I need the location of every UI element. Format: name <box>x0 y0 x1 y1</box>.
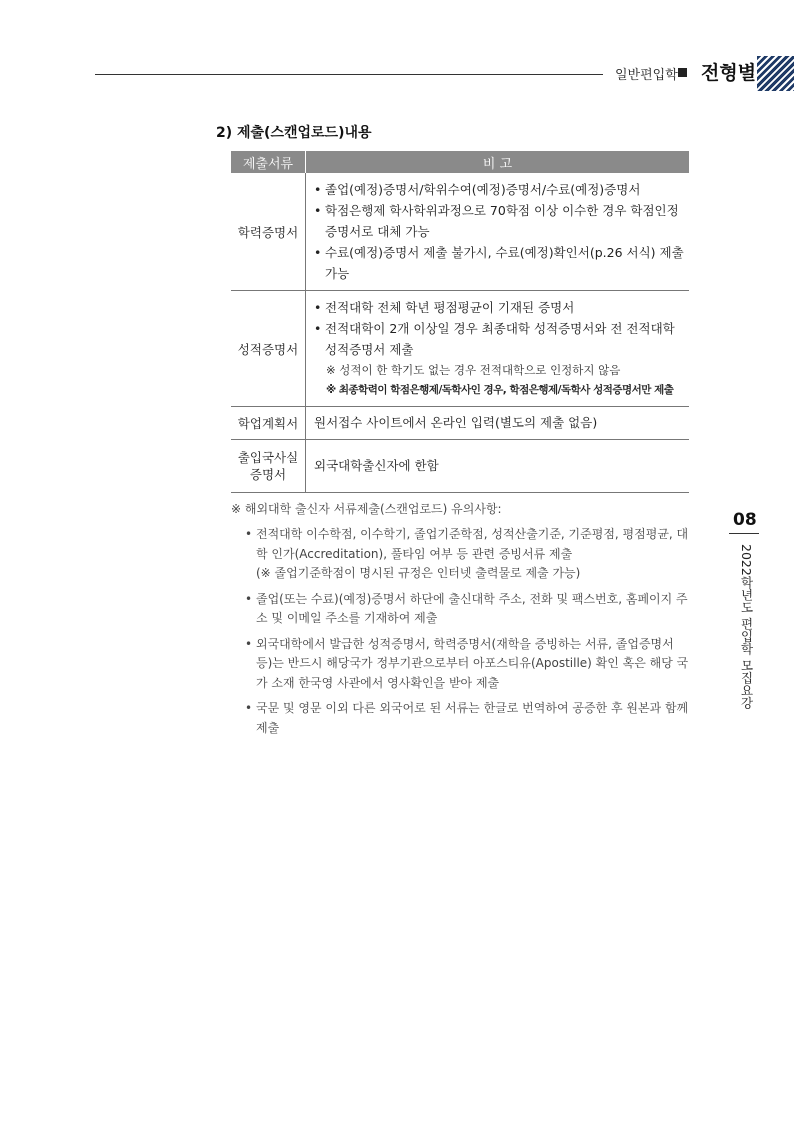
remarks-cell <box>306 173 690 291</box>
doc-name-cell: 성적증명서 <box>231 291 306 407</box>
overseas-notice <box>231 499 691 738</box>
bullet-icon: • <box>314 203 322 218</box>
bullet-icon: • <box>245 527 253 541</box>
table-row <box>231 173 689 291</box>
list-item: • 졸업(또는 수료)(예정)증명서 하단에 출신대학 주소, 전화 및 팩스번호, 홈페이지 주소 및 이메일 주소를 기재하여 제출 <box>245 591 688 625</box>
list-item: • 국문 및 영문 이외 다른 외국어로 된 서류는 한글로 번역하여 공증한 후 원본과 함께 제출 <box>245 701 689 735</box>
section-title: 2) 제출(스캔업로드)내용 <box>216 125 372 141</box>
doc-name-cell: 학업계획서 <box>231 407 306 440</box>
square-icon <box>678 68 687 77</box>
notice-title: ※ 해외대학 출신자 서류제출(스캔업로드) 유의사항: <box>231 502 502 516</box>
bullet-icon: • <box>314 245 322 260</box>
table-row <box>231 407 689 440</box>
list-item: • 외국대학에서 발급한 성적증명서, 학력증명서(재학을 증빙하는 서류, 졸업증명서 등)는 반드시 해당국가 정부기관으로부터 아포스티유(Apostille) 확인 혹은 해당 국가 소재 한국영 사관에서 영사확인을 받아 제출 <box>245 636 689 690</box>
list-item: • 졸업(예정)증명서/학위수여(예정)증명서/수료(예정)증명서 <box>314 179 685 200</box>
notice-sub-note: (※ 졸업기준학점이 명시된 규정은 인터넷 출력물로 제출 가능) <box>256 566 581 580</box>
table-row <box>231 291 689 407</box>
bullet-icon: • <box>314 321 322 336</box>
remark-note: ※ 성적이 한 학기도 없는 경우 전적대학으로 인정하지 않음 <box>326 363 621 377</box>
list-item: • 전적대학 이수학점, 이수학기, 졸업기준학점, 성적산출기준, 기준평점, 평점평균, 대학 인가(Accreditation), 풀타임 여부 등 관련 증빙서류 제출 (※ 졸업기준학점이 명시된 규정은 인터넷 출력물로 제출 가능) <box>231 525 691 584</box>
list-item: • 학점은행제 학사학위과정으로 70학점 이상 이수한 경우 학점인정 증명서로 대체 가능 <box>314 200 685 242</box>
list-item: • 수료(예정)증명서 제출 불가시, 수료(예정)확인서(p.26 서식) 제출 가능 <box>314 242 685 284</box>
header-title: 전형별 <box>701 62 757 84</box>
column-header-remarks: 비 고 <box>306 151 690 173</box>
bullet-icon: • <box>245 636 253 651</box>
bullet-icon: • <box>314 300 322 315</box>
header-subtitle: 일반편입학 <box>615 68 678 83</box>
bullet-icon: • <box>245 701 253 715</box>
remarks-cell: 외국대학출신자에 한함 <box>306 440 690 493</box>
header-divider <box>95 74 603 75</box>
list-item: • 전적대학 전체 학년 평점평균이 기재된 증명서 <box>314 297 685 318</box>
bullet-icon: • <box>314 182 322 197</box>
doc-name-cell: 학력증명서 <box>231 173 306 291</box>
side-guide-label: 2022학년도 편입학 모집요강 <box>739 544 754 709</box>
doc-name-cell: 출입국사실 증명서 <box>231 440 306 493</box>
remarks-cell: 원서접수 사이트에서 온라인 입력(별도의 제출 없음) <box>306 407 690 440</box>
list-item: • 전적대학이 2개 이상일 경우 최종대학 성적증명서와 전 전적대학 성적증명서 제출 <box>314 318 685 360</box>
side-divider <box>729 533 759 534</box>
table-row <box>231 440 689 493</box>
striped-tab-decoration <box>757 56 794 91</box>
column-header-documents: 제출서류 <box>231 151 306 173</box>
remarks-cell <box>306 291 690 407</box>
documents-table <box>231 151 689 493</box>
page-number: 08 <box>733 510 757 530</box>
table-header-row <box>231 151 689 173</box>
bullet-icon: • <box>245 591 253 606</box>
remark-note-bold: ※ 최종학력이 학점은행제/독학사인 경우, 학점은행제/독학사 성적증명서만 제출 <box>326 384 674 396</box>
